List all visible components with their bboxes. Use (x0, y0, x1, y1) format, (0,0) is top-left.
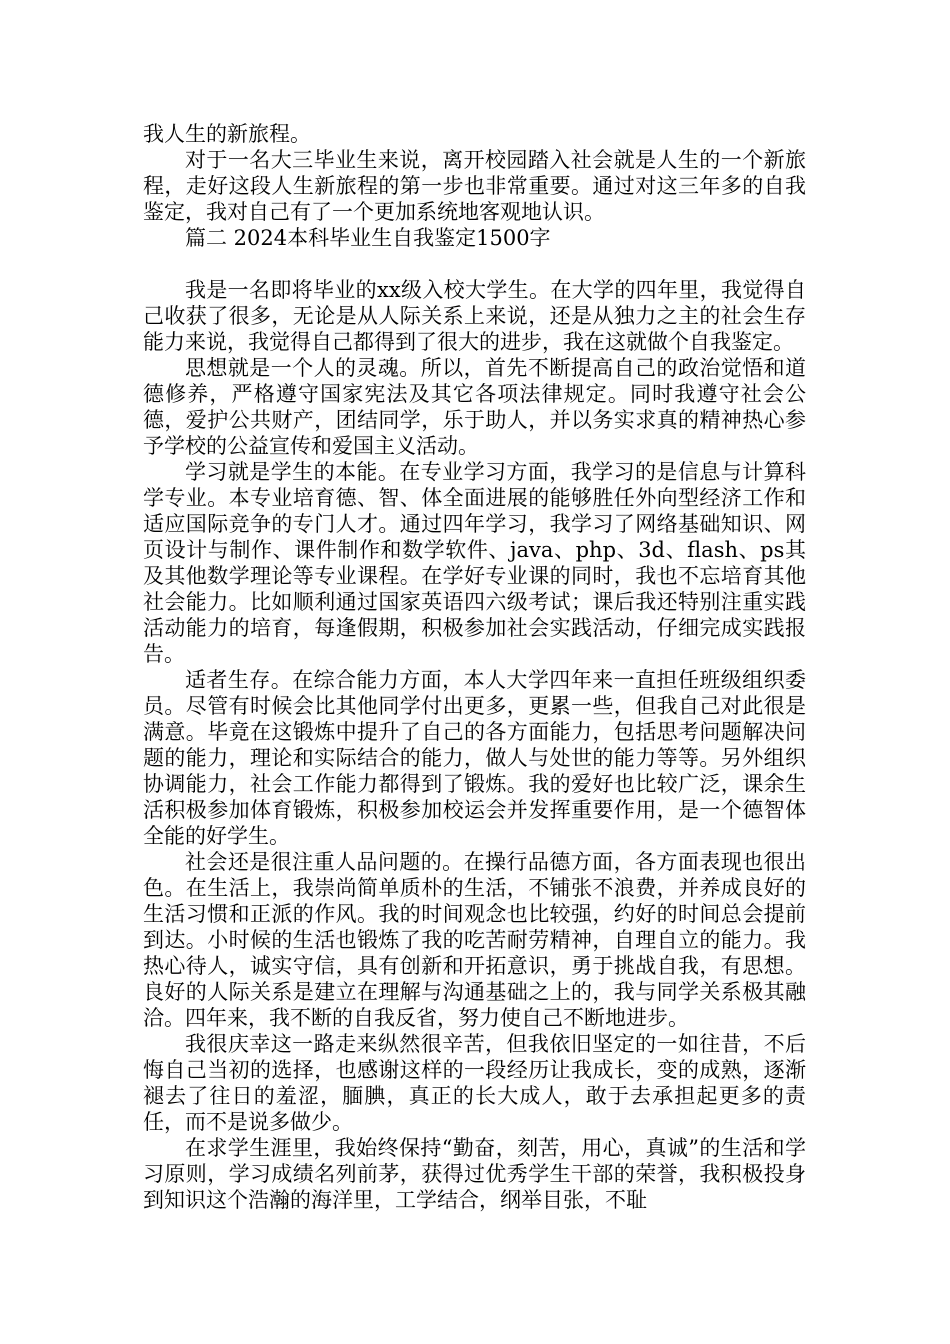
paragraph-6: 适者生存。在综合能力方面，本人大学四年来一直担任班级组织委员。尽管有时候会比其他同学付出更多，更累一些，但我自己对此很是满意。毕竟在这锻炼中提升了自己的各方面能力，包括思考问题解决问题的能力，理论和实际结合的能力，做人与处世的能力等等。另外组织协调能力，社会工作能力都得到了锻炼。我的爱好也比较广泛，课余生活积极参加体育锻炼，积极参加校运会并发挥重要作用，是一个德智体全能的好学生。 (143, 668, 806, 848)
paragraph-5: 学习就是学生的本能。在专业学习方面，我学习的是信息与计算科学专业。本专业培育德、智、体全面进展的能够胜任外向型经济工作和适应国际竞争的专门人才。通过四年学习，我学习了网络基础知识、网页设计与制作、课件制作和数学软件、java、php、3d、flash、ps其及其他数学理论等专业课程。在学好专业课的同时，我也不忘培育其他社会能力。比如顺利通过国家英语四六级考试；课后我还特别注重实践活动能力的培育，每逢假期，积极参加社会实践活动，仔细完成实践报告。 (143, 460, 806, 666)
paragraph-3: 我是一名即将毕业的xx级入校大学生。在大学的四年里，我觉得自己收获了很多，无论是从人际关系上来说，还是从独力之主的社会生存能力来说，我觉得自己都得到了很大的进步，我在这就做个自我鉴定。 (143, 278, 806, 354)
document-page (143, 121, 806, 1213)
section-heading: 篇二 2024本科毕业生自我鉴定1500字 (185, 226, 551, 250)
paragraph-1: 我人生的新旅程。 (143, 122, 311, 146)
paragraph-8: 我很庆幸这一路走来纵然很辛苦，但我依旧坚定的一如往昔，不后悔自己当初的选择，也感谢这样的一段经历让我成长，变的成熟，逐渐褪去了往日的羞涩，腼腆，真正的长大成人，敢于去承担起更多的责任，而不是说多做少。 (143, 1032, 806, 1134)
paragraph-7: 社会还是很注重人品问题的。在操行品德方面，各方面表现也很出色。在生活上，我崇尚简单质朴的生活，不铺张不浪费，并养成良好的生活习惯和正派的作风。我的时间观念也比较强，约好的时间总会提前到达。小时候的生活也锻炼了我的吃苦耐劳精神，自理自立的能力。我热心待人，诚实守信，具有创新和开拓意识，勇于挑战自我，有思想。良好的人际关系是建立在理解与沟通基础之上的，我与同学关系极其融洽。四年来，我不断的自我反省，努力使自己不断地进步。 (143, 850, 806, 1030)
paragraph-4: 思想就是一个人的灵魂。所以，首先不断提高自己的政治觉悟和道德修养，严格遵守国家宪法及其它各项法律规定。同时我遵守社会公德，爱护公共财产，团结同学，乐于助人，并以务实求真的精神热心参予学校的公益宣传和爱国主义活动。 (143, 356, 806, 458)
paragraph-2: 对于一名大三毕业生来说，离开校园踏入社会就是人生的一个新旅程，走好这段人生新旅程的第一步也非常重要。通过对这三年多的自我鉴定，我对自己有了一个更加系统地客观地认识。 (143, 148, 806, 224)
paragraph-9: 在求学生涯里，我始终保持“勤奋，刻苦，用心，真诚”的生活和学习原则，学习成绩名列前茅，获得过优秀学生干部的荣誉，我积极投身到知识这个浩瀚的海洋里，工学结合，纲举目张，不耻 (143, 1136, 806, 1212)
